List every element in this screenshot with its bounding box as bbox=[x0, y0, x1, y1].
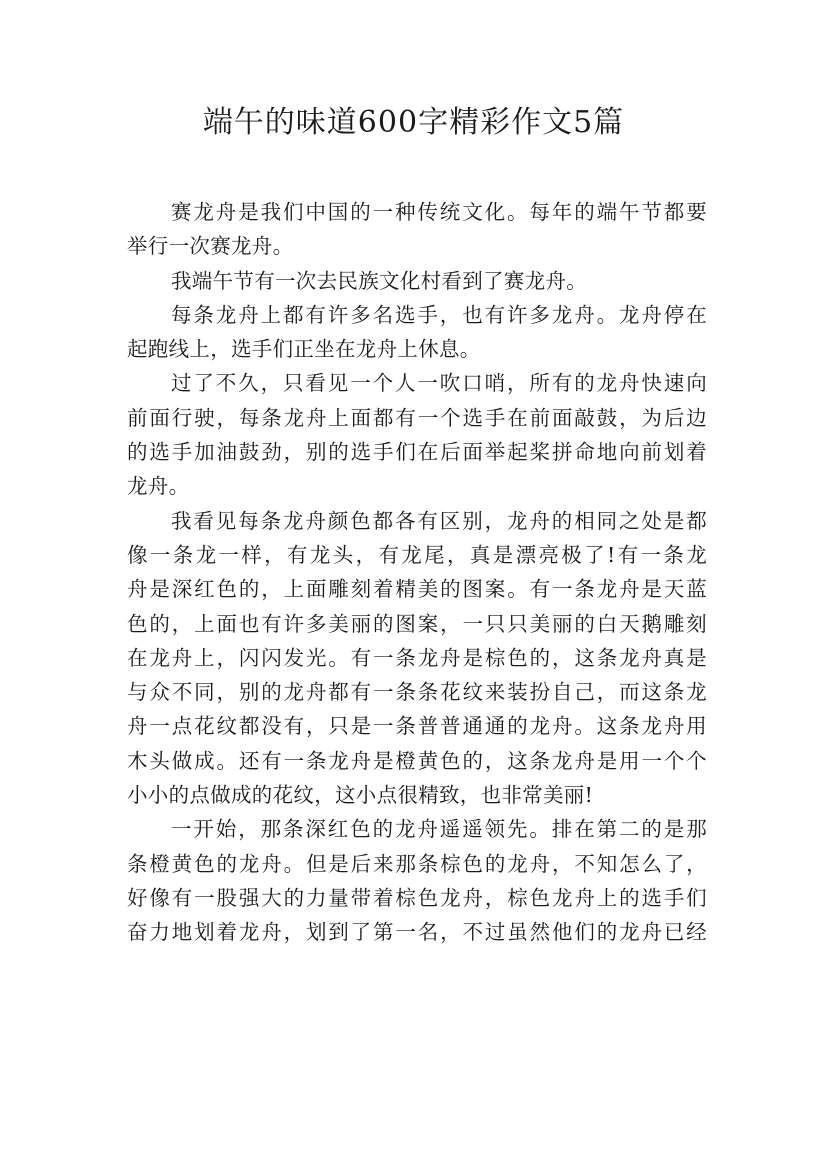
text-line: 木头做成。还有一条龙舟是橙黄色的，这条龙舟是用一个个 bbox=[127, 748, 707, 773]
text-line: 龙舟。 bbox=[127, 474, 190, 499]
text-line: 起跑线上，选手们正坐在龙舟上休息。 bbox=[127, 337, 481, 362]
text-line: 一开始，那条深红色的龙舟遥遥领先。排在第二的是那 bbox=[171, 817, 707, 842]
text-line: 前面行驶，每条龙舟上面都有一个选手在前面敲鼓，为后边 bbox=[127, 405, 707, 430]
text-line: 好像有一股强大的力量带着棕色龙舟，棕色龙舟上的选手们 bbox=[127, 885, 707, 910]
text-line: 小小的点做成的花纹，这小点很精致，也非常美丽! bbox=[127, 783, 594, 808]
text-line: 舟一点花纹都没有，只是一条普普通通的龙舟。这条龙舟用 bbox=[127, 714, 707, 739]
document-title: 端午的味道600字精彩作文5篇 bbox=[202, 105, 625, 140]
text-line: 舟是深红色的，上面雕刻着精美的图案。有一条龙舟是天蓝 bbox=[127, 577, 707, 602]
text-line: 每条龙舟上都有许多名选手，也有许多龙舟。龙舟停在 bbox=[171, 302, 707, 327]
paragraph-5 bbox=[127, 504, 707, 813]
document-body bbox=[127, 195, 707, 950]
text-line: 我端午节有一次去民族文化村看到了赛龙舟。 bbox=[171, 268, 587, 293]
paragraph-2 bbox=[127, 264, 707, 298]
text-line: 奋力地划着龙舟，划到了第一名，不过虽然他们的龙舟已经 bbox=[127, 920, 707, 945]
text-line: 与众不同，别的龙舟都有一条条花纹来装扮自己，而这条龙 bbox=[127, 680, 707, 705]
text-line: 赛龙舟是我们中国的一种传统文化。每年的端午节都要 bbox=[171, 200, 707, 224]
text-line: 像一条龙一样，有龙头，有龙尾，真是漂亮极了!有一条龙 bbox=[127, 542, 707, 567]
text-line: 我看见每条龙舟颜色都各有区别，龙舟的相同之处是都 bbox=[171, 508, 707, 533]
text-line: 的选手加油鼓劲，别的选手们在后面举起桨拼命地向前划着 bbox=[127, 440, 707, 465]
paragraph-3 bbox=[127, 298, 707, 367]
text-line: 色的，上面也有许多美丽的图案，一只只美丽的白天鹅雕刻 bbox=[127, 611, 707, 636]
paragraph-1 bbox=[127, 195, 707, 264]
paragraph-4 bbox=[127, 366, 707, 503]
text-line: 在龙舟上，闪闪发光。有一条龙舟是棕色的，这条龙舟真是 bbox=[127, 645, 707, 670]
text-line: 举行一次赛龙舟。 bbox=[127, 234, 294, 259]
text-line: 过了不久，只看见一个人一吹口哨，所有的龙舟快速向 bbox=[171, 371, 707, 396]
text-line: 条橙黄色的龙舟。但是后来那条棕色的龙舟，不知怎么了， bbox=[127, 851, 707, 876]
paragraph-6 bbox=[127, 812, 707, 949]
